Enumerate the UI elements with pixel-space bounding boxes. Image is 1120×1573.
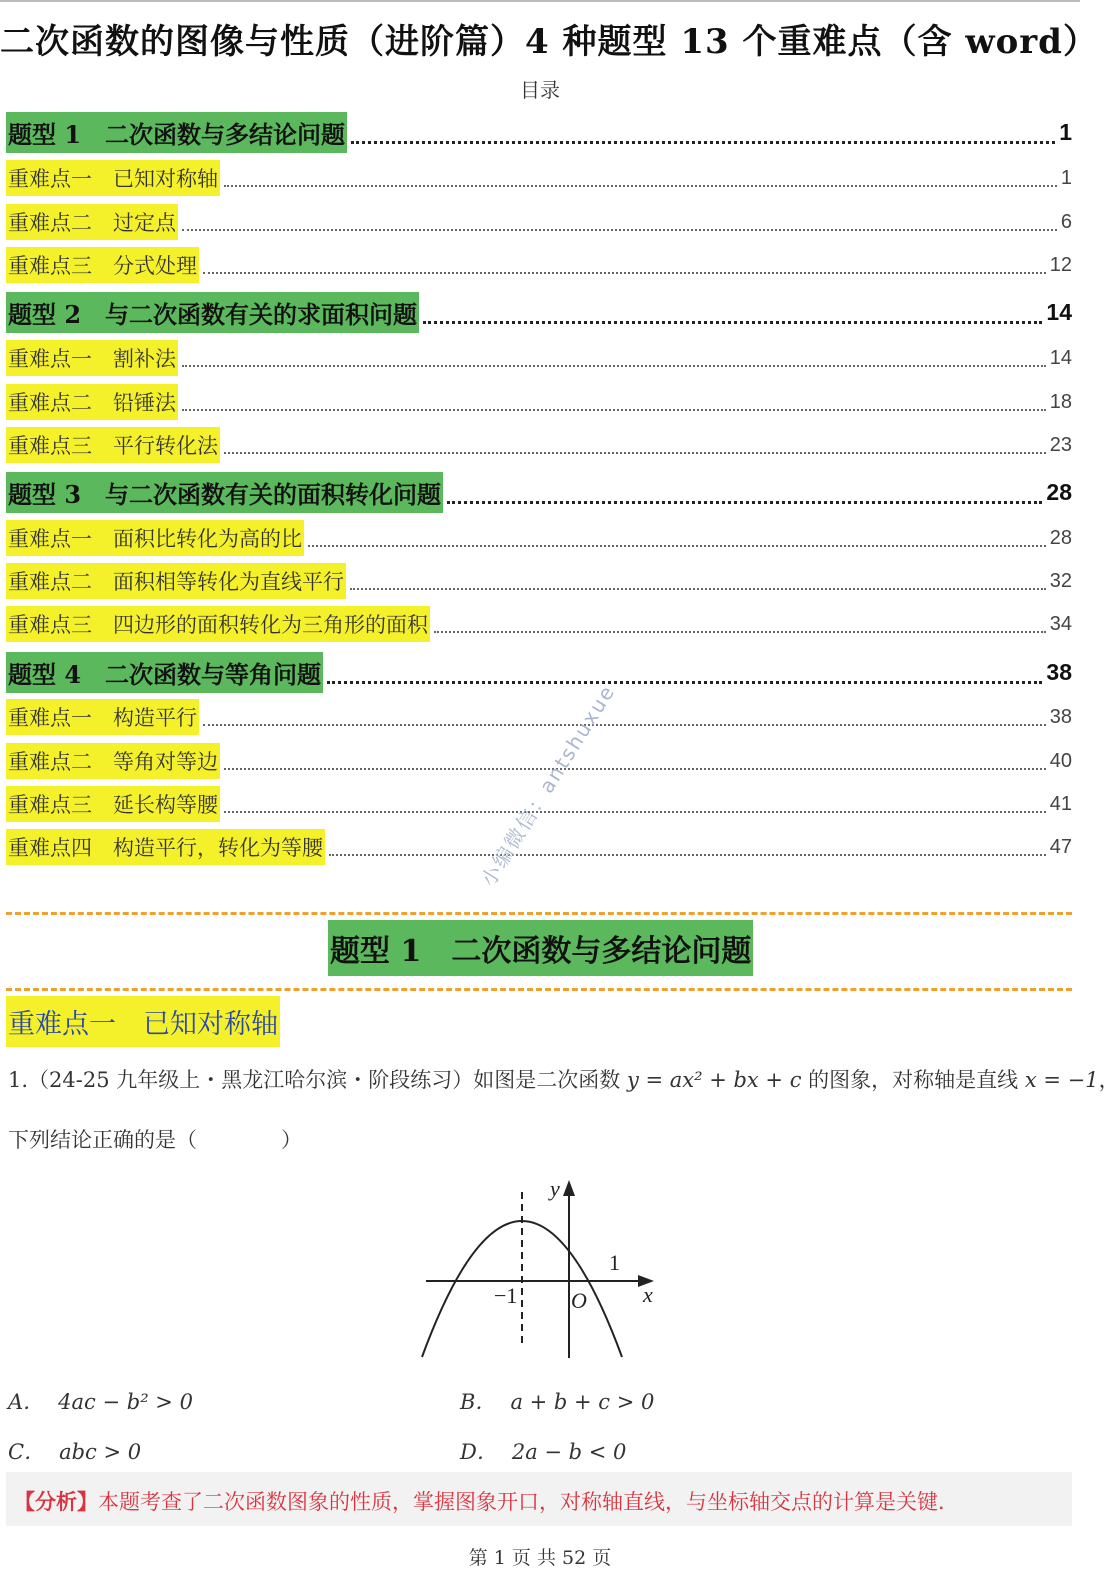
- toc-item-minor[interactable]: [6, 563, 1072, 599]
- toc-item-label: 重难点二 等角对等边: [6, 743, 220, 779]
- toc-item-label: 重难点一 割补法: [6, 340, 178, 376]
- toc-leader-dots: [224, 811, 1046, 813]
- question-suffix: ，: [1098, 1068, 1120, 1092]
- toc-item-minor[interactable]: [6, 829, 1072, 865]
- toc-item-label: 重难点三 四边形的面积转化为三角形的面积: [6, 606, 430, 642]
- top-rule: [0, 0, 1080, 2]
- section-title: 题型 1 二次函数与多结论问题: [328, 920, 753, 976]
- toc-leader-dots: [447, 501, 1042, 504]
- toc-leader-dots: [350, 588, 1046, 590]
- page-footer: 第 1 页 共 52 页: [468, 1547, 612, 1569]
- toc-item-minor[interactable]: [6, 427, 1072, 463]
- one-label: 1: [609, 1250, 620, 1275]
- section-divider-bottom: [6, 988, 1072, 991]
- y-axis-label: y: [550, 1176, 560, 1201]
- toc-page-number: 34: [1049, 612, 1072, 635]
- toc-page-number: 23: [1049, 433, 1072, 456]
- toc-leader-dots: [423, 321, 1042, 324]
- toc-page-number: 32: [1049, 569, 1072, 592]
- toc-page-number: 12: [1049, 253, 1072, 276]
- toc-item-label: 重难点二 面积相等转化为直线平行: [6, 563, 346, 599]
- question-text: [8, 1064, 1120, 1094]
- toc-heading: 目录: [520, 78, 560, 102]
- toc-item-major[interactable]: [6, 652, 1072, 693]
- toc-item-major[interactable]: [6, 112, 1072, 153]
- toc-item-minor[interactable]: [6, 340, 1072, 376]
- toc-page-number: 38: [1049, 705, 1072, 728]
- toc-page-number: 1: [1059, 119, 1072, 145]
- x-axis-label: x: [643, 1282, 653, 1307]
- toc-item-minor[interactable]: [6, 384, 1072, 420]
- toc-item-minor[interactable]: [6, 204, 1072, 240]
- toc-item-minor[interactable]: [6, 247, 1072, 283]
- toc-leader-dots: [224, 768, 1046, 770]
- toc-leader-dots: [329, 854, 1046, 856]
- toc-page-number: 28: [1046, 479, 1072, 505]
- question-prompt: 下列结论正确的是（ ）: [8, 1128, 302, 1152]
- toc-page-number: 47: [1049, 835, 1072, 858]
- toc-leader-dots: [182, 229, 1057, 231]
- toc-leader-dots: [182, 365, 1046, 367]
- option-d: D． 2a − b < 0: [460, 1440, 627, 1464]
- question-axis: x = −1: [1024, 1068, 1099, 1092]
- question-middle: 的图象，对称轴是直线: [801, 1068, 1025, 1092]
- toc-item-label: 重难点一 面积比转化为高的比: [6, 520, 304, 556]
- toc-leader-dots: [203, 272, 1046, 274]
- parabola-graph: [400, 1170, 670, 1370]
- toc-item-label: 重难点三 平行转化法: [6, 427, 220, 463]
- toc-item-label: 重难点二 铅锤法: [6, 384, 178, 420]
- toc-item-label: 题型 3 与二次函数有关的面积转化问题: [6, 472, 443, 513]
- toc-item-label: 重难点一 构造平行: [6, 699, 199, 735]
- question-prefix: 1.（24-25 九年级上・黑龙江哈尔滨・阶段练习）如图是二次函数: [8, 1068, 627, 1092]
- toc-page-number: 14: [1046, 299, 1072, 325]
- analysis-body: 本题考查了二次函数图象的性质，掌握图象开口，对称轴直线，与坐标轴交点的计算是关键．: [98, 1490, 959, 1514]
- toc-leader-dots: [351, 141, 1055, 144]
- option-a: A． 4ac − b² > 0: [8, 1390, 193, 1414]
- toc-page-number: 40: [1049, 749, 1072, 772]
- document-title: 二次函数的图像与性质（进阶篇）4 种题型 13 个重难点（含 word）: [0, 22, 1098, 62]
- y-axis-arrow: [563, 1180, 575, 1196]
- toc-leader-dots: [434, 631, 1046, 633]
- toc-leader-dots: [308, 545, 1046, 547]
- toc-leader-dots: [224, 452, 1046, 454]
- watermark: 小编微信：antshuxue: [475, 679, 620, 891]
- toc-page-number: 41: [1049, 792, 1072, 815]
- toc-item-label: 重难点三 分式处理: [6, 247, 199, 283]
- toc-item-major[interactable]: [6, 472, 1072, 513]
- toc-item-label: 题型 2 与二次函数有关的求面积问题: [6, 292, 419, 333]
- toc-item-label: 题型 1 二次函数与多结论问题: [6, 112, 347, 153]
- section-divider-top: [6, 912, 1072, 915]
- toc-leader-dots: [182, 409, 1046, 411]
- toc-item-label: 重难点三 延长构等腰: [6, 786, 220, 822]
- option-c: C． abc > 0: [8, 1440, 142, 1464]
- toc-page-number: 6: [1060, 210, 1072, 233]
- analysis-text: [14, 1486, 959, 1516]
- origin-label: O: [571, 1288, 587, 1313]
- toc-page-number: 1: [1060, 166, 1072, 189]
- subsection-title: 重难点一 已知对称轴: [6, 996, 280, 1047]
- toc-item-minor[interactable]: [6, 606, 1072, 642]
- toc-item-label: 题型 4 二次函数与等角问题: [6, 652, 323, 693]
- toc-item-minor[interactable]: [6, 160, 1072, 196]
- analysis-box: [6, 1472, 1072, 1526]
- toc-page-number: 28: [1049, 526, 1072, 549]
- toc-leader-dots: [327, 681, 1042, 684]
- toc-leader-dots: [224, 185, 1057, 187]
- toc-item-label: 重难点二 过定点: [6, 204, 178, 240]
- toc-page-number: 18: [1049, 390, 1072, 413]
- question-formula: y = ax² + bx + c: [626, 1068, 802, 1092]
- toc-leader-dots: [203, 724, 1046, 726]
- toc-item-label: 重难点一 已知对称轴: [6, 160, 220, 196]
- option-b: B． a + b + c > 0: [460, 1390, 655, 1414]
- toc-item-minor[interactable]: [6, 520, 1072, 556]
- analysis-tag: 【分析】: [14, 1489, 98, 1514]
- toc-page-number: 14: [1049, 346, 1072, 369]
- toc-item-label: 重难点四 构造平行，转化为等腰: [6, 829, 325, 865]
- toc-page-number: 38: [1046, 659, 1072, 685]
- toc-item-major[interactable]: [6, 292, 1072, 333]
- neg-one-label: −1: [494, 1283, 518, 1308]
- toc-item-minor[interactable]: [6, 699, 1072, 735]
